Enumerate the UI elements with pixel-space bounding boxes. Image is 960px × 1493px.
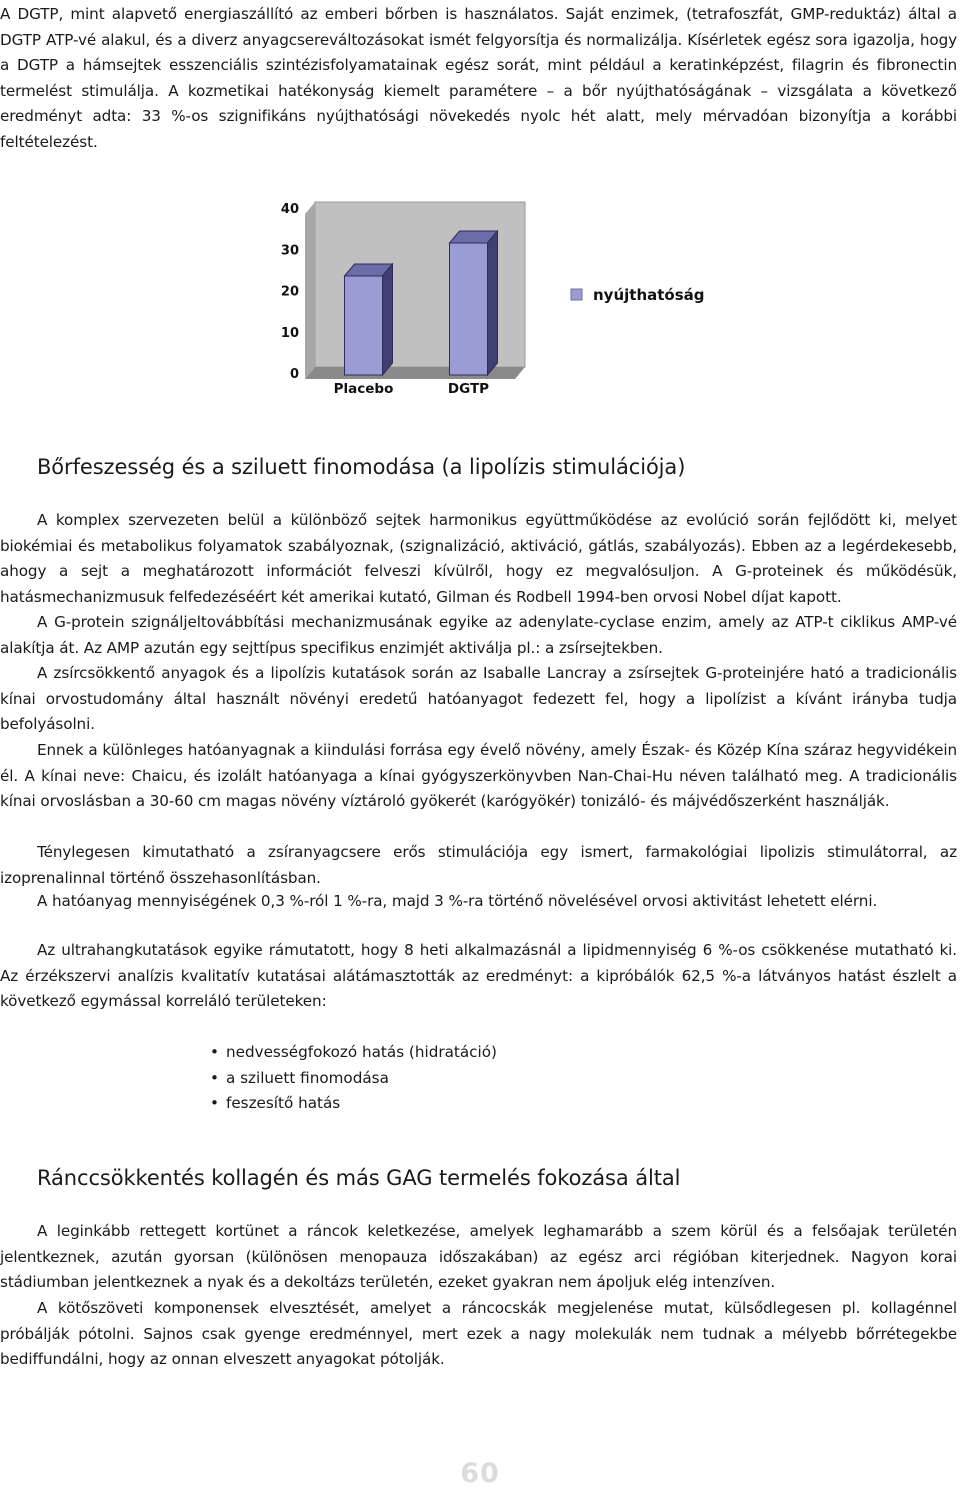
x-tick-label: Placebo xyxy=(333,381,394,397)
section1-paragraph-4: Ennek a különleges hatóanyagnak a kiindulási forrása egy évelő növény, amely Észak- és Közép Kína száraz hegyvidékein él. A kínai neve: Chaicu, és izolált hatóanyaga a kínai gyógyszerkönyvben Nan-Chai-Hu néven található meg. A tradicionális kínai orvoslásban a 30-60 cm magas növény víztároló gyökerét (karógyökér) tonizáló- és májvédőszerként használják. xyxy=(0,741,957,811)
list-item: • feszesítő hatás xyxy=(210,1091,497,1117)
intro-paragraph: A DGTP, mint alapvető energiaszállító az emberi bőrben is használatos. Saját enzimek, (tetrafoszfát, GMP-reduktáz) által a DGTP ATP-vé alakul, és a diverz anyagcsereváltozásokat ismét felgyorsítja és normalizálja. Kísérletek egész sora igazolja, hogy a DGTP a hámsejtek esszenciális szintézisfolyamatainak egész sorát, mint például a keratinképzést, filagrin és fibronectin termelést stimulálja. A kozmetikai hatékonyság kiemelt paramétere – a bőr nyújthatóságának – vizsgálata a következő eredményt adta: 33 %-os szignifikáns nyújthatósági növekedés nyolc hét alatt, mely mérvadóan bizonyítja a korábbi feltételezést. xyxy=(0,5,957,151)
y-tick-label: 40 xyxy=(280,202,299,217)
section1-paragraph-2: A G-protein szignáljeltovábbítási mechanizmusának egyike az adenylate-cyclase enzim, amely az ATP-t ciklikus AMP-vé alakítja át. Az AMP azután egy sejttípus specifikus enzimjét aktiválja pl.: a zsírsejtekben. xyxy=(0,613,957,657)
bar-side-placebo xyxy=(383,264,393,375)
y-tick-label: 0 xyxy=(289,367,299,382)
page-number: 60 xyxy=(460,1458,500,1489)
section1-paragraph-6: A hatóanyag mennyiségének 0,3 %-ról 1 %-ra, majd 3 %-ra történő növelésével orvosi aktivitást lehetett elérni. xyxy=(37,892,878,910)
chart-svg xyxy=(270,180,750,405)
y-tick-label: 20 xyxy=(280,284,299,300)
list-item: • a sziluett finomodása xyxy=(210,1066,497,1092)
x-tick-label: DGTP xyxy=(447,381,490,397)
effects-list xyxy=(210,1040,497,1117)
section1-paragraph-7: Az ultrahangkutatások egyike rámutatott, hogy 8 heti alkalmazásnál a lipidmennyiség 6 %-os csökkenése mutatható ki. Az érzékszervi analízis kvalitatív kutatásai alátámasztották az eredményt: a kipróbálók 62,5 %-a látványos hatást észlelt a következő egymással korreláló területeken: xyxy=(0,941,957,1011)
section1-paragraph-3: A zsírcsökkentő anyagok és a lipolízis kutatások során az Isaballe Lancray a zsírsejtek G-proteinjére ható a tradicionális kínai orvostudomány által használt növényi eredetű hatóanyagot fedezett fel, hogy a lipolízist a kívánt irányba tudja befolyásolni. xyxy=(0,664,957,734)
legend-label: nyújthatóság xyxy=(593,286,705,304)
list-item: • nedvességfokozó hatás (hidratáció) xyxy=(210,1040,497,1066)
y-tick-label: 30 xyxy=(280,243,299,259)
section1-paragraph-1: A komplex szervezeten belül a különböző sejtek harmonikus együttműködése az evolúció során fejlődött ki, melyet biokémiai és metabolikus folyamatok szabályoznak, (szignalizáció, aktiváció, gátlás, szabályozás). Ebben az a legérdekesebb, ahogy a sejt a meghatározott információt felveszi kívülről, hogy ez megvalósuljon. A G-proteinek és működésük, hatásmechanizmusuk felfedezéséért két amerikai kutató, Gilman és Rodbell 1994-ben orvosi Nobel díjat kapott. xyxy=(0,511,957,606)
stretchability-chart xyxy=(270,180,750,405)
section2-heading: Ránccsökkentés kollagén és más GAG termelés fokozása által xyxy=(37,1166,681,1190)
section1-paragraph-5: Ténylegesen kimutatható a zsíranyagcsere erős stimulációja egy ismert, farmakológiai lipolizis stimulátorral, az izoprenalinnal történő összehasonlításban. xyxy=(0,843,957,887)
section1-heading: Bőrfeszesség és a sziluett finomodása (a lipolízis stimulációja) xyxy=(37,455,686,479)
y-tick-label: 10 xyxy=(280,325,299,341)
bar-dgtp xyxy=(450,243,488,375)
section2-paragraph-1: A leginkább rettegett kortünet a ráncok keletkezése, amelyek leghamarább a szem körül és a felsőajak területén jelentkeznek, azután gyorsan (különösen menopauza időszakában) az egész arci régióban kiterjednek. Nagyon korai stádiumban jelentkeznek a nyak és a dekoltázs területén, ezeket gyakran nem ápoljuk elég intenzíven. xyxy=(0,1222,957,1292)
legend-swatch xyxy=(571,289,582,300)
section2-paragraph-2: A kötőszöveti komponensek elvesztését, amelyet a ráncocskák megjelenése mutat, külsődlegesen pl. kollagénnel próbálják pótolni. Sajnos csak gyenge eredménnyel, mert ezek a nagy molekulák nem tudnak a mélyebb bőrrétegekbe bediffundálni, hogy az onnan elveszett anyagokat pótolják. xyxy=(0,1299,957,1369)
bar-placebo xyxy=(345,276,383,375)
bar-side-dgtp xyxy=(488,231,498,375)
plot-side-wall xyxy=(305,202,315,379)
